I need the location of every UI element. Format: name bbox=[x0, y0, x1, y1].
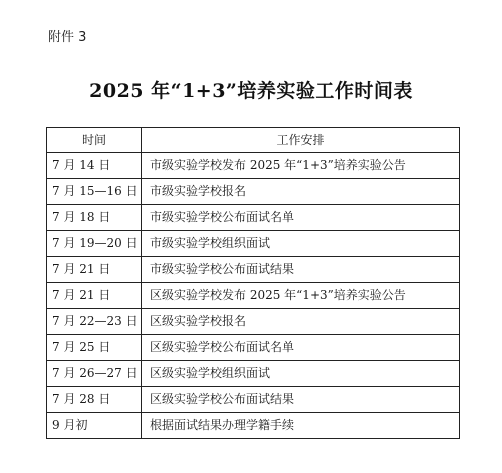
time-cell: 7 月 19—20 日 bbox=[47, 231, 142, 257]
table-row bbox=[47, 309, 460, 335]
schedule-table bbox=[46, 127, 460, 439]
table-row bbox=[47, 231, 460, 257]
time-cell: 7 月 15—16 日 bbox=[47, 179, 142, 205]
time-cell: 7 月 21 日 bbox=[47, 257, 142, 283]
table-row bbox=[47, 205, 460, 231]
time-cell: 9 月初 bbox=[47, 413, 142, 439]
attachment-label: 附件 3 bbox=[48, 30, 87, 45]
time-cell: 7 月 14 日 bbox=[47, 153, 142, 179]
time-cell: 7 月 25 日 bbox=[47, 335, 142, 361]
work-cell: 市级实验学校报名 bbox=[142, 179, 460, 205]
document-title: 2025 年“1+3”培养实验工作时间表 bbox=[89, 80, 413, 102]
time-cell: 7 月 26—27 日 bbox=[47, 361, 142, 387]
work-cell: 区级实验学校组织面试 bbox=[142, 361, 460, 387]
column-header-work: 工作安排 bbox=[142, 128, 460, 153]
work-cell: 市级实验学校发布 2025 年“1+3”培养实验公告 bbox=[142, 153, 460, 179]
work-cell: 区级实验学校公布面试结果 bbox=[142, 387, 460, 413]
time-cell: 7 月 18 日 bbox=[47, 205, 142, 231]
table-row bbox=[47, 257, 460, 283]
table-row bbox=[47, 361, 460, 387]
time-cell: 7 月 28 日 bbox=[47, 387, 142, 413]
time-cell: 7 月 21 日 bbox=[47, 283, 142, 309]
table-header-row bbox=[47, 128, 460, 153]
time-cell: 7 月 22—23 日 bbox=[47, 309, 142, 335]
work-cell: 市级实验学校组织面试 bbox=[142, 231, 460, 257]
work-cell: 区级实验学校报名 bbox=[142, 309, 460, 335]
table-row bbox=[47, 153, 460, 179]
work-cell: 根据面试结果办理学籍手续 bbox=[142, 413, 460, 439]
table-row bbox=[47, 335, 460, 361]
work-cell: 市级实验学校公布面试结果 bbox=[142, 257, 460, 283]
work-cell: 区级实验学校公布面试名单 bbox=[142, 335, 460, 361]
table-row bbox=[47, 179, 460, 205]
column-header-time: 时间 bbox=[47, 128, 142, 153]
table-row bbox=[47, 387, 460, 413]
work-cell: 区级实验学校发布 2025 年“1+3”培养实验公告 bbox=[142, 283, 460, 309]
work-cell: 市级实验学校公布面试名单 bbox=[142, 205, 460, 231]
table-row bbox=[47, 283, 460, 309]
table-row bbox=[47, 413, 460, 439]
